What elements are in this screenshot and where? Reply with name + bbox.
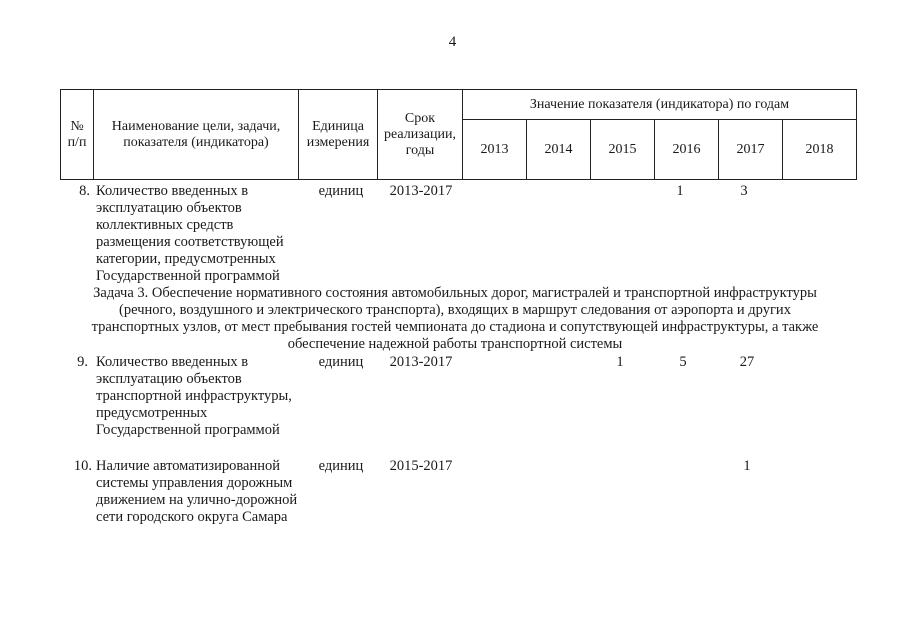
header-name: Наименование цели, задачи, показателя (индикатора) bbox=[94, 90, 299, 180]
row-value-2017: 27 bbox=[739, 354, 755, 370]
header-unit: Единица измерения bbox=[299, 90, 378, 180]
row-unit: единиц bbox=[318, 354, 364, 370]
row-value-2017: 1 bbox=[743, 458, 751, 474]
header-num: № п/п bbox=[61, 90, 94, 180]
row-value-2016: 1 bbox=[676, 183, 684, 199]
row-name: Количество введенных в эксплуатацию объектов транспортной инфраструктуры, предусмотренных Государственной программой bbox=[96, 354, 292, 438]
header-year: 2014 bbox=[527, 120, 591, 180]
indicator-table-header bbox=[60, 89, 857, 180]
task-3-heading: Задача 3. Обеспечение нормативного состояния автомобильных дорог, магистралей и транспортной инфраструктуры (речного, воздушного и электрического транспорта), входящих в маршрут следования от аэропорта и других транспортных узлов, от мест пребывания гостей чемпионата до стадиона и сопутствующей инфраструктуры, а также обеспечение надежной работы транспортной системы bbox=[91, 285, 819, 352]
header-year: 2013 bbox=[463, 120, 527, 180]
row-unit: единиц bbox=[318, 458, 364, 474]
header-year: 2016 bbox=[655, 120, 719, 180]
row-num: 10. bbox=[73, 458, 92, 474]
row-name: Наличие автоматизированной системы управления дорожным движением на улично-дорожной сети городского округа Самара bbox=[96, 458, 298, 525]
page-number: 4 bbox=[448, 34, 457, 50]
row-num: 8. bbox=[79, 183, 90, 199]
row-name: Количество введенных в эксплуатацию объектов коллективных средств размещения соответствующей категории, предусмотренных Государственной программой bbox=[96, 183, 284, 284]
header-term: Срок реализации, годы bbox=[378, 90, 463, 180]
row-term: 2013-2017 bbox=[389, 183, 453, 199]
row-value-2016: 5 bbox=[679, 354, 687, 370]
row-value-2017: 3 bbox=[740, 183, 748, 199]
row-num: 9. bbox=[77, 354, 88, 370]
row-value-2015: 1 bbox=[616, 354, 624, 370]
header-year: 2017 bbox=[719, 120, 783, 180]
row-term: 2013-2017 bbox=[389, 354, 453, 370]
header-values-title: Значение показателя (индикатора) по годам bbox=[463, 90, 857, 120]
header-year: 2018 bbox=[783, 120, 857, 180]
header-year: 2015 bbox=[591, 120, 655, 180]
row-unit: единиц bbox=[318, 183, 364, 199]
row-term: 2015-2017 bbox=[389, 458, 453, 474]
